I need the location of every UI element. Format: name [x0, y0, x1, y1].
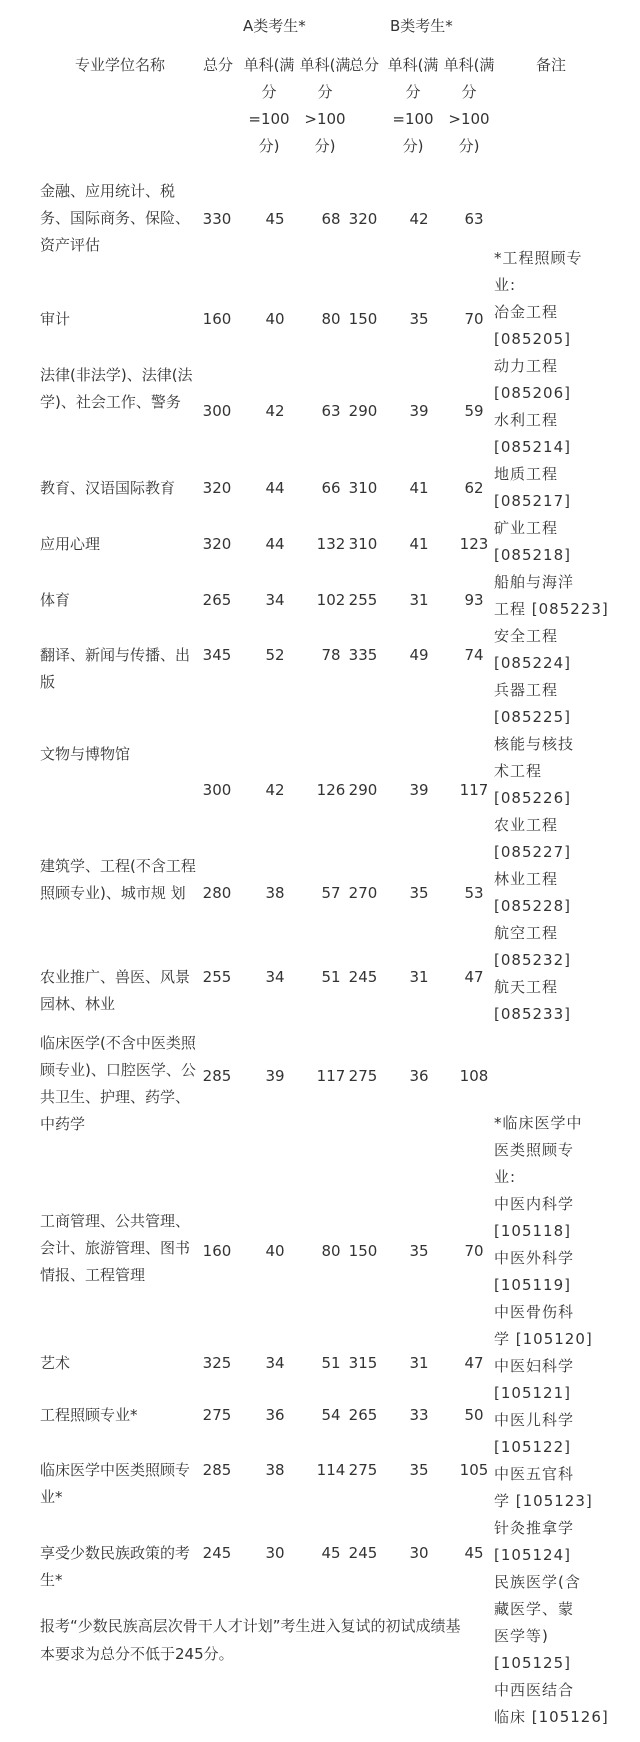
- cell-b-1: 36: [409, 1067, 429, 1085]
- note-engineering: *工程照顾专 业: 冶金工程 [085205] 动力工程 [085206] 水利工程 [085214] 地质工程 [085217] 矿业工程 [085218] 船舶与海洋 工程 [085223] 安全工程 [085224] 兵器工程 [085225] 核能与核技 术工程 [085226] 农业工程 [085227] 林业工程 [085228] 航空工程 [085232] 航天工程 [085233]: [494, 249, 609, 1023]
- col-header-name: 专业学位名称: [75, 56, 166, 74]
- cell-b-2: 62: [464, 479, 484, 497]
- cell-b-1: 41: [409, 535, 429, 553]
- cell-a-1: 34: [265, 591, 285, 609]
- cell-a-2: 80: [321, 310, 341, 328]
- col-header-single-eq-a: 单科(满 分 =100 分): [243, 56, 295, 155]
- cell-b-2: 47: [464, 1354, 484, 1372]
- cell-b-2: 108: [459, 1067, 489, 1085]
- cell-b-0: 275: [348, 1067, 378, 1085]
- cell-a-2: 57: [321, 884, 341, 902]
- row-name: 文物与博物馆: [40, 745, 131, 763]
- row-name: 审计: [40, 310, 71, 328]
- cell-a-0: 345: [202, 646, 232, 664]
- cell-a-1: 52: [265, 646, 285, 664]
- cell-a-2: 126: [316, 781, 346, 799]
- cell-a-0: 255: [202, 968, 232, 986]
- col-header-single-gt-b: 单科(满 分 >100 分): [443, 56, 495, 155]
- cell-b-0: 315: [348, 1354, 378, 1372]
- cell-b-2: 93: [464, 591, 484, 609]
- cell-b-2: 47: [464, 968, 484, 986]
- cell-a-0: 325: [202, 1354, 232, 1372]
- cell-a-1: 40: [265, 310, 285, 328]
- cell-a-0: 265: [202, 591, 232, 609]
- cell-a-0: 300: [202, 781, 232, 799]
- cell-b-1: 33: [409, 1406, 429, 1424]
- row-name: 教育、汉语国际教育: [40, 479, 176, 497]
- col-header-note: 备注: [536, 56, 567, 74]
- cell-b-0: 310: [348, 535, 378, 553]
- cell-a-2: 45: [321, 1544, 341, 1562]
- cell-b-2: 70: [464, 310, 484, 328]
- cell-a-0: 320: [202, 535, 232, 553]
- cell-b-0: 245: [348, 968, 378, 986]
- cell-a-0: 245: [202, 1544, 232, 1562]
- cell-b-1: 42: [409, 210, 429, 228]
- cell-b-0: 320: [348, 210, 378, 228]
- cell-b-2: 117: [459, 781, 489, 799]
- cell-b-1: 35: [409, 1242, 429, 1260]
- footer-note: 报考“少数民族高层次骨干人才计划”考生进入复试的初试成绩基 本要求为总分不低于245分。: [40, 1617, 461, 1663]
- cell-b-0: 335: [348, 646, 378, 664]
- cell-a-1: 39: [265, 1067, 285, 1085]
- cell-b-2: 53: [464, 884, 484, 902]
- cell-a-1: 42: [265, 781, 285, 799]
- cell-b-0: 270: [348, 884, 378, 902]
- cell-a-2: 80: [321, 1242, 341, 1260]
- cell-a-1: 34: [265, 968, 285, 986]
- row-name: 法律(非法学)、法律(法 学)、社会工作、警务: [40, 366, 193, 411]
- cell-a-2: 102: [316, 591, 346, 609]
- group-b-header: B类考生*: [390, 17, 453, 35]
- cell-b-1: 35: [409, 310, 429, 328]
- col-header-single-eq-b: 单科(满 分 =100 分): [387, 56, 439, 155]
- cell-a-0: 160: [202, 1242, 232, 1260]
- cell-b-1: 35: [409, 1461, 429, 1479]
- group-a-header: A类考生*: [243, 17, 306, 35]
- cell-a-1: 36: [265, 1406, 285, 1424]
- cell-a-2: 63: [321, 402, 341, 420]
- cell-a-0: 160: [202, 310, 232, 328]
- cell-a-1: 45: [265, 210, 285, 228]
- cell-a-2: 68: [321, 210, 341, 228]
- cell-a-1: 38: [265, 1461, 285, 1479]
- cell-b-1: 39: [409, 781, 429, 799]
- row-name: 建筑学、工程(不含工程 照顾专业)、城市规 划: [40, 857, 196, 902]
- cell-b-2: 105: [459, 1461, 489, 1479]
- cell-a-0: 285: [202, 1067, 232, 1085]
- cell-b-0: 265: [348, 1406, 378, 1424]
- cell-b-2: 74: [464, 646, 484, 664]
- row-name: 翻译、新闻与传播、出 版: [40, 646, 191, 691]
- cell-a-1: 34: [265, 1354, 285, 1372]
- cell-b-2: 70: [464, 1242, 484, 1260]
- row-name: 临床医学(不含中医类照 顾专业)、口腔医学、公 共卫生、护理、药学、 中药学: [40, 1034, 196, 1133]
- cell-a-0: 280: [202, 884, 232, 902]
- cell-a-0: 320: [202, 479, 232, 497]
- cell-a-2: 51: [321, 1354, 341, 1372]
- cell-a-0: 285: [202, 1461, 232, 1479]
- col-header-single-gt-a: 单科(满 分 >100 分): [299, 56, 351, 155]
- cell-b-1: 31: [409, 591, 429, 609]
- cell-a-2: 51: [321, 968, 341, 986]
- cell-b-2: 123: [459, 535, 489, 553]
- cell-a-0: 330: [202, 210, 232, 228]
- col-header-total-a: 总分: [203, 56, 234, 74]
- cell-a-2: 117: [316, 1067, 346, 1085]
- row-name: 农业推广、兽医、风景 园林、林业: [40, 968, 191, 1013]
- cell-b-1: 35: [409, 884, 429, 902]
- row-name: 享受少数民族政策的考 生*: [40, 1544, 191, 1589]
- cell-a-1: 44: [265, 479, 285, 497]
- cell-a-0: 275: [202, 1406, 232, 1424]
- row-name: 临床医学中医类照顾专 业*: [40, 1461, 191, 1506]
- cell-b-1: 49: [409, 646, 429, 664]
- cell-a-2: 54: [321, 1406, 341, 1424]
- cell-b-0: 245: [348, 1544, 378, 1562]
- cell-b-2: 45: [464, 1544, 484, 1562]
- cell-a-2: 66: [321, 479, 341, 497]
- cell-b-0: 255: [348, 591, 378, 609]
- cell-b-1: 31: [409, 968, 429, 986]
- cell-b-2: 50: [464, 1406, 484, 1424]
- cell-b-2: 59: [464, 402, 484, 420]
- cell-a-1: 38: [265, 884, 285, 902]
- row-name: 应用心理: [40, 535, 101, 553]
- cell-b-1: 39: [409, 402, 429, 420]
- row-name: 金融、应用统计、税 务、国际商务、保险、 资产评估: [40, 182, 191, 254]
- row-name: 艺术: [40, 1354, 71, 1372]
- cell-b-0: 150: [348, 310, 378, 328]
- row-name: 工程照顾专业*: [40, 1406, 138, 1424]
- cell-a-1: 42: [265, 402, 285, 420]
- cell-a-1: 40: [265, 1242, 285, 1260]
- cell-b-0: 290: [348, 402, 378, 420]
- cell-b-0: 150: [348, 1242, 378, 1260]
- cell-b-0: 290: [348, 781, 378, 799]
- col-header-total-b: 总分: [349, 56, 380, 74]
- cell-b-0: 275: [348, 1461, 378, 1479]
- cell-b-1: 30: [409, 1544, 429, 1562]
- row-name: 工商管理、公共管理、 会计、旅游管理、图书 情报、工程管理: [40, 1212, 191, 1284]
- cell-a-2: 78: [321, 646, 341, 664]
- cell-b-0: 310: [348, 479, 378, 497]
- cell-a-0: 300: [202, 402, 232, 420]
- cell-b-1: 41: [409, 479, 429, 497]
- cell-a-2: 132: [316, 535, 346, 553]
- cell-b-2: 63: [464, 210, 484, 228]
- cell-a-1: 44: [265, 535, 285, 553]
- row-name: 体育: [40, 591, 71, 609]
- cell-a-2: 114: [316, 1461, 346, 1479]
- note-medical: *临床医学中 医类照顾专 业: 中医内科学 [105118] 中医外科学 [105119] 中医骨伤科 学 [105120] 中医妇科学 [105121] 中医儿科学 [105122] 中医五官科 学 [105123] 针灸推拿学 [105124] 民族医学(含 藏医学、蒙 医学等) [105125] 中西医结合 临床 [105126]: [494, 1114, 609, 1726]
- cell-a-1: 30: [265, 1544, 285, 1562]
- cell-b-1: 31: [409, 1354, 429, 1372]
